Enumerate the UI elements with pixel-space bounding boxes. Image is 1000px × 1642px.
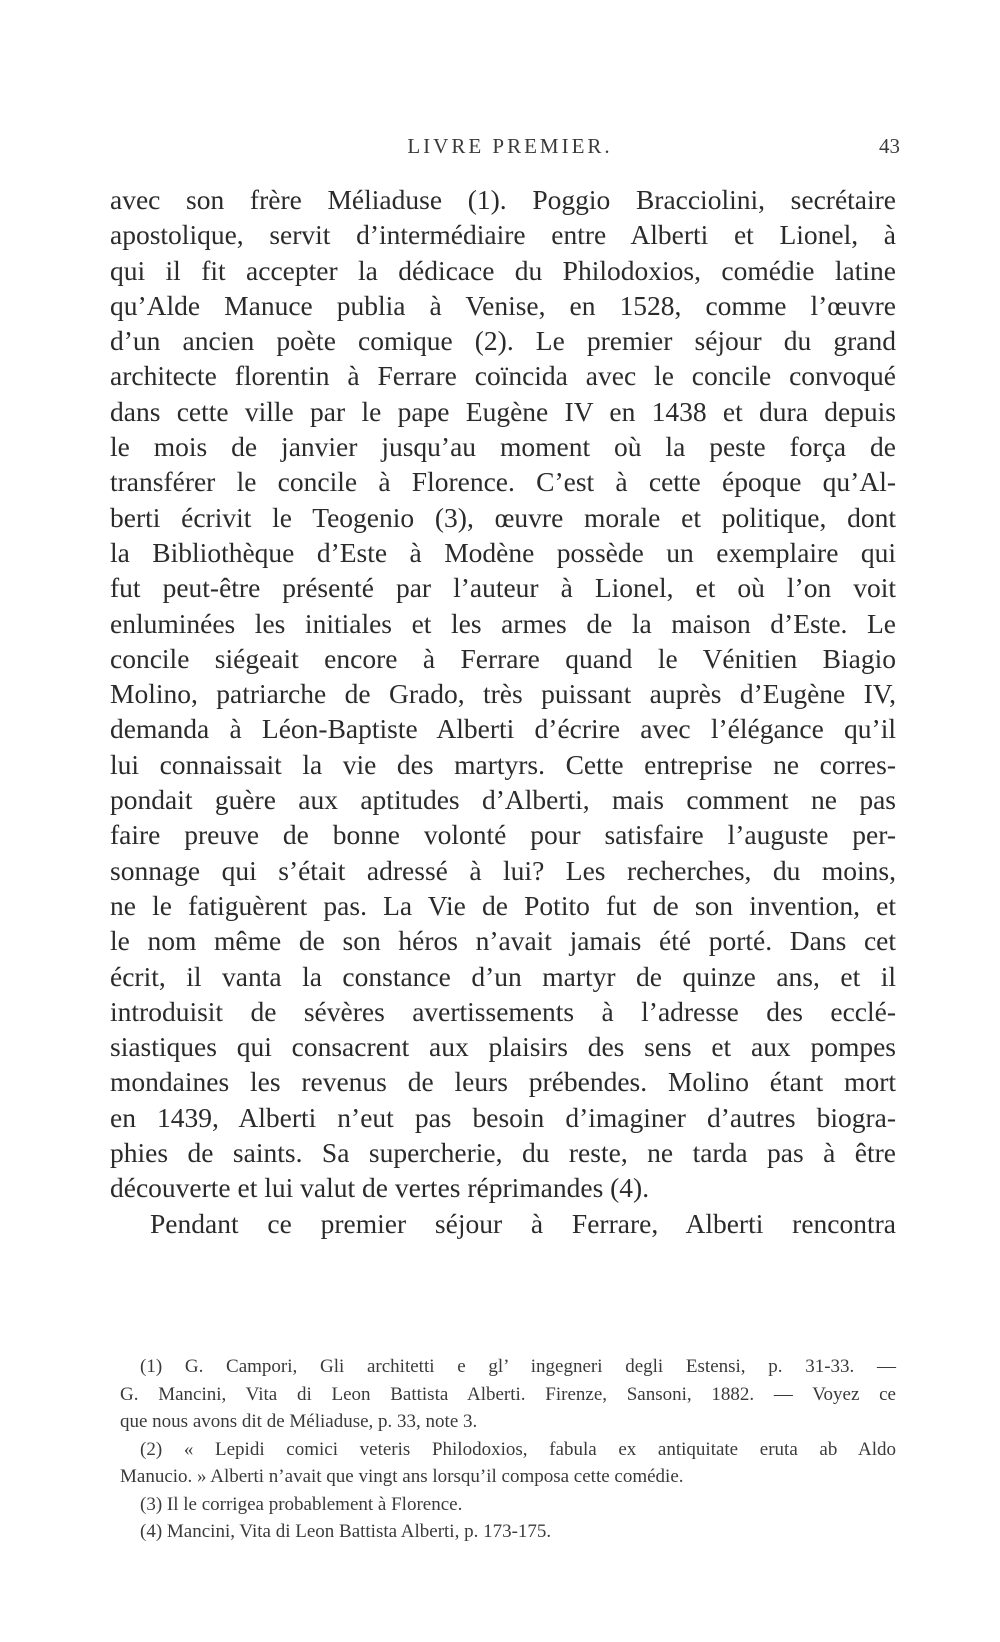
text-line: Pendant ce premier séjour à Ferrare, Alberti rencontra: [150, 1207, 896, 1239]
text-line: berti écrivit le Teogenio (3), œuvre morale et politique, dont: [110, 501, 896, 533]
text-line: Molino, patriarche de Grado, très puissant auprès d’Eugène IV,: [110, 678, 896, 710]
text-line: d’un ancien poète comique (2). Le premier séjour du grand: [110, 325, 896, 357]
footnote-line: que nous avons dit de Méliaduse, p. 33, note 3.: [120, 1411, 478, 1432]
running-title: LIVRE PREMIER.: [407, 134, 613, 158]
text-line: la Bibliothèque d’Este à Modène possède un exemplaire qui: [110, 536, 896, 568]
text-line: mondaines les revenus de leurs prébendes. Molino étant mort: [110, 1066, 896, 1098]
text-line: ne le fatiguèrent pas. La Vie de Potito fut de son invention, et: [110, 889, 896, 921]
text-line: le mois de janvier jusqu’au moment où la peste força de: [110, 431, 896, 463]
footnote-line: G. Mancini, Vita di Leon Battista Alberti. Firenze, Sansoni, 1882. — Voyez ce: [120, 1383, 896, 1405]
body-text: [110, 182, 896, 1241]
text-line: phies de saints. Sa supercherie, du reste, ne tarda pas à être: [110, 1137, 896, 1169]
footnote-line: (2) « Lepidi comici veteris Philodoxios, fabula ex antiquitate eruta ab Aldo: [140, 1438, 896, 1460]
page-number: 43: [879, 134, 900, 158]
text-line: qui il fit accepter la dédicace du Philodoxios, comédie latine: [110, 254, 896, 286]
footnotes: [120, 1353, 896, 1546]
text-line: écrit, il vanta la constance d’un martyr de quinze ans, et il: [110, 960, 896, 992]
text-line: enluminées les initiales et les armes de la maison d’Este. Le: [110, 607, 896, 639]
text-line: apostolique, servit d’intermédiaire entre Alberti et Lionel, à: [110, 219, 896, 251]
text-line: siastiques qui consacrent aux plaisirs des sens et aux pompes: [110, 1031, 896, 1063]
text-line: avec son frère Méliaduse (1). Poggio Bracciolini, secrétaire: [110, 184, 896, 215]
text-line: demanda à Léon-Baptiste Alberti d’écrire avec l’élégance qu’il: [110, 713, 896, 745]
text-line: sonnage qui s’était adressé à lui? Les recherches, du moins,: [110, 854, 896, 886]
footnote-line: (3) Il le corrigea probablement à Florence.: [140, 1493, 463, 1515]
text-line: faire preuve de bonne volonté pour satisfaire l’auguste per-: [110, 819, 896, 851]
footnote-line: (4) Mancini, Vita di Leon Battista Alberti, p. 173-175.: [140, 1521, 552, 1542]
footnote-line: (1) G. Campori, Gli architetti e gl’ ingegneri degli Estensi, p. 31-33. —: [140, 1356, 896, 1377]
text-line: fut peut-être présenté par l’auteur à Lionel, et où l’on voit: [110, 572, 896, 604]
text-line: dans cette ville par le pape Eugène IV en 1438 et dura depuis: [110, 395, 896, 427]
text-line: concile siégeait encore à Ferrare quand le Vénitien Biagio: [110, 642, 896, 674]
text-line: introduisit de sévères avertissements à l’adresse des ecclé-: [110, 995, 896, 1027]
text-line: pondait guère aux aptitudes d’Alberti, mais comment ne pas: [110, 784, 896, 816]
footnote-line: Manucio. » Alberti n’avait que vingt ans lorsqu’il composa cette comédie.: [120, 1466, 684, 1487]
text-line: qu’Alde Manuce publia à Venise, en 1528, comme l’œuvre: [110, 289, 896, 321]
text-line: transférer le concile à Florence. C’est à cette époque qu’Al-: [110, 466, 896, 498]
text-line: le nom même de son héros n’avait jamais été porté. Dans cet: [110, 925, 896, 957]
running-head: [120, 134, 900, 164]
text-line: découverte et lui valut de vertes réprimandes (4).: [110, 1172, 650, 1204]
text-line: lui connaissait la vie des martyrs. Cette entreprise ne corres-: [110, 748, 896, 780]
text-line: architecte florentin à Ferrare coïncida avec le concile convoqué: [110, 360, 896, 392]
text-line: en 1439, Alberti n’eut pas besoin d’imaginer d’autres biogra-: [110, 1101, 896, 1133]
